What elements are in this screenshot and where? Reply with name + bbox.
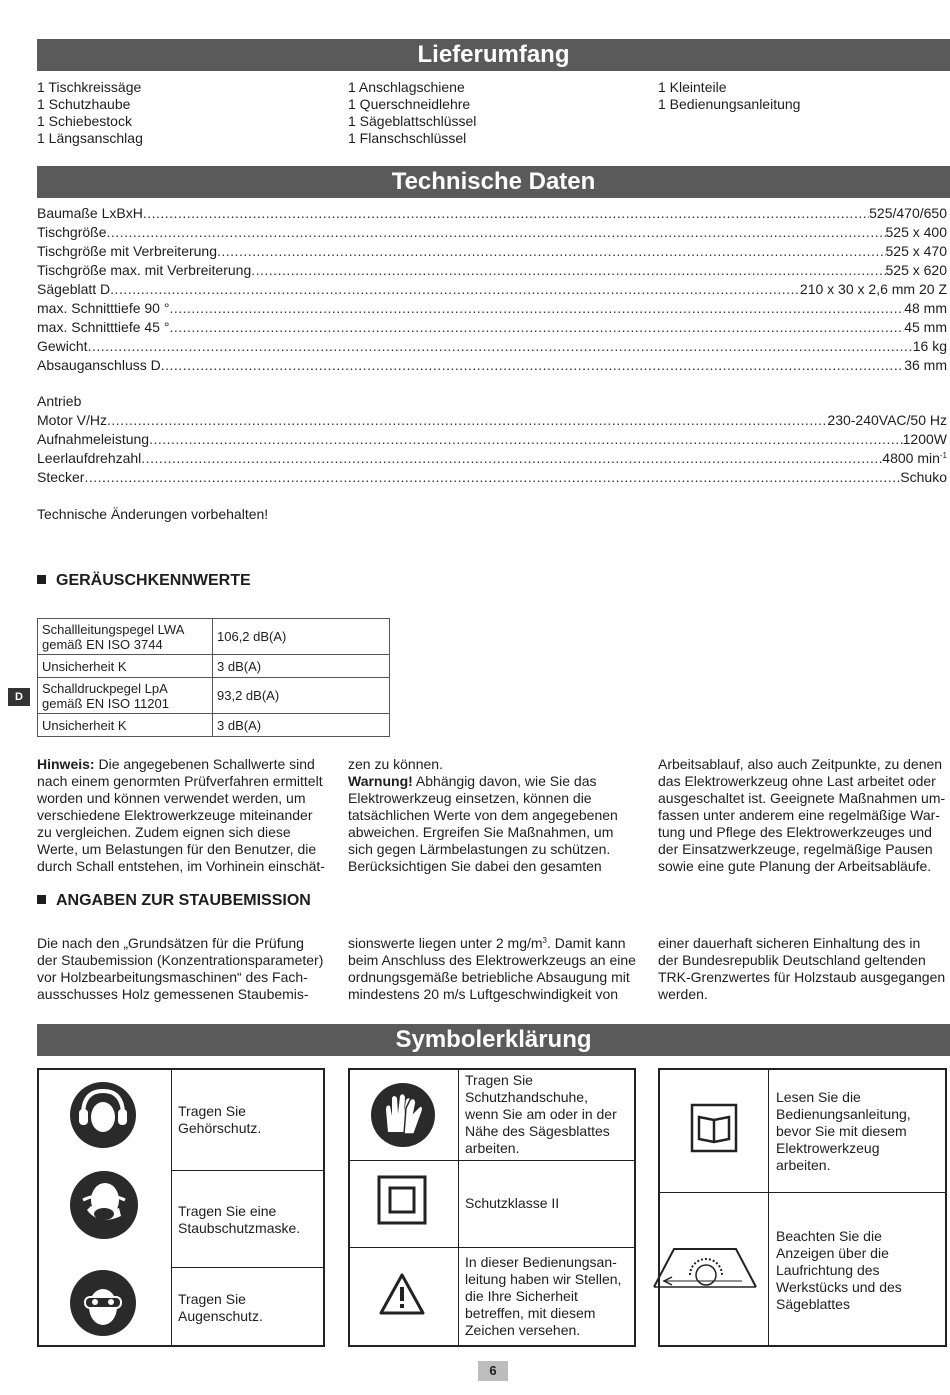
- lieferumfang-col-3: [658, 79, 948, 113]
- list-item: 1 Tischkreissäge: [37, 79, 142, 95]
- list-item: 1 Querschneidlehre: [348, 96, 471, 112]
- dust-mask-icon: [69, 1170, 139, 1240]
- warning-triangle-icon: [378, 1272, 426, 1316]
- table-row: [38, 714, 390, 737]
- spec-row: max. Schnitttiefe 45 ° ..... 45 mm: [37, 319, 947, 338]
- section-title-symbolerklaerung: Symbolerklärung: [37, 1024, 950, 1056]
- antrieb-label: Antrieb: [37, 393, 82, 409]
- list-item: 1 Sägeblattschlüssel: [348, 113, 477, 129]
- symbol-text-gloves: Tragen Sie Schutzhandschuhe, wenn Sie am oder in der Nähe des Sägesblattes arbeiten.: [465, 1072, 617, 1156]
- spec-row: Gewicht ..... 16 kg: [37, 338, 947, 357]
- hinweis-col-1: Hinweis: Die angegebenen Schallwerte sind nach einem genormten Prüfverfahren ermittelt worden und können verwendet werden, um verschiedene Elektrowerkzeuge miteinander zu vergleichen. Zudem eignen sich diese Werte, um Belastungen für den Benutzer, die durch Schall entstehen, im Vorhinein einschät-: [37, 756, 325, 874]
- protection-class-ii-icon: [377, 1175, 427, 1225]
- section-title-technische-daten: Technische Daten: [37, 166, 950, 198]
- heading-staubemission: ANGABEN ZUR STAUBEMISSION: [37, 892, 311, 909]
- symbol-text-manual: Lesen Sie die Bedienungsanleitung, bevor Sie mit diesem Elektrowerkzeug arbeiten.: [776, 1089, 911, 1173]
- spec-row: Tischgröße max. mit Verbreiterung ..... 525 x 620: [37, 262, 947, 281]
- read-manual-icon: [690, 1103, 738, 1153]
- table-cell: Unsicherheit K: [38, 714, 213, 737]
- section-title-lieferumfang: Lieferumfang: [37, 39, 950, 71]
- spec-row: max. Schnitttiefe 90 ° ..... 48 mm: [37, 300, 947, 319]
- language-tab: D: [8, 688, 30, 706]
- list-item: 1 Flanschschlüssel: [348, 130, 467, 146]
- symbol-text-ear: Tragen Sie Gehörschutz.: [178, 1103, 262, 1136]
- table-row: [38, 678, 390, 714]
- list-item: 1 Anschlagschiene: [348, 79, 465, 95]
- symbol-text-direction: Beachten Sie die Anzeigen über die Laufrichtung des Werkstücks und des Sägeblattes: [776, 1228, 902, 1312]
- symbol-text-mask: Tragen Sie eine Staubschutzmaske.: [178, 1203, 301, 1236]
- lieferumfang-col-2: [348, 79, 638, 147]
- eye-protection-icon: [69, 1269, 137, 1337]
- noise-table: [37, 618, 390, 737]
- symbol-text-warning: In dieser Bedienungsan- leitung haben wir Stellen, die Ihre Sicherheit betreffen, mit diesem Zeichen versehen.: [465, 1254, 622, 1338]
- spec-row: Tischgröße mit Verbreiterung ..... 525 x 470: [37, 243, 947, 262]
- spec-row: Motor V/Hz ..... 230-240VAC/50 Hz: [37, 412, 947, 431]
- table-cell: Schalldruckpegel LpA gemäß EN ISO 11201: [38, 678, 213, 714]
- spec-row: Leerlaufdrehzahl ..... 4800 $\min^{-1}$: [37, 450, 947, 469]
- spec-row: Tischgröße ..... 525 x 400: [37, 224, 947, 243]
- staub-col-3: einer dauerhaft sicheren Einhaltung des in der Bundesrepublik Deutschland geltenden TRK-Grenzwertes für Holzstaub ausgegangen werden.: [658, 935, 946, 1002]
- table-cell: Unsicherheit K: [38, 655, 213, 678]
- spec-row: Aufnahmeleistung ..... 1200W: [37, 431, 947, 450]
- table-cell: 3 dB(A): [213, 655, 390, 678]
- table-row: [38, 619, 390, 655]
- lieferumfang-col-1: [37, 79, 327, 147]
- spec-row: Stecker ..... Schuko: [37, 469, 947, 488]
- spec-row: Absauganschluss D ..... 36 mm: [37, 357, 947, 376]
- heading-geraeuschkennwerte: GERÄUSCHKENNWERTE: [37, 572, 251, 589]
- spec-row: Sägeblatt D ..... 210 x 30 x 2,6 mm 20 Z: [37, 281, 947, 300]
- list-item: 1 Längsanschlag: [37, 130, 143, 146]
- hinweis-col-2: zen zu können. Warnung! Abhängig davon, wie Sie das Elektrowerkzeug einsetzen, können die tatsächlichen Werte von dem angegebenen abweichen. Ergreifen Sie Maßnahmen, um sich gegen Lärmbelastungen zu schützen. Berücksichtigen Sie dabei den gesamten: [348, 756, 618, 874]
- list-item: 1 Schutzhaube: [37, 96, 131, 112]
- table-row: [38, 655, 390, 678]
- table-cell: 3 dB(A): [213, 714, 390, 737]
- staub-col-2: sionswerte liegen unter 2 $mg/m^3$. Damit kann beim Anschluss des Elektrowerkzeugs an eine ordnungsgemäße betriebliche Absaugung mit mindestens 20 m/s Luftgeschwindigkeit von: [348, 935, 636, 1002]
- list-item: 1 Schiebestock: [37, 113, 132, 129]
- symbol-text-eyes: Tragen Sie Augenschutz.: [178, 1291, 263, 1324]
- technical-changes-note: Technische Änderungen vorbehalten!: [37, 506, 269, 522]
- list-item: 1 Bedienungsanleitung: [658, 96, 801, 112]
- page-number: 6: [478, 1361, 508, 1381]
- symbol-text-class-ii: Schutzklasse II: [465, 1195, 560, 1211]
- list-item: 1 Kleinteile: [658, 79, 727, 95]
- spec-row: Baumaße LxBxH ..... 525/470/650: [37, 205, 947, 224]
- table-cell: Schallleitungspegel LWA gemäß EN ISO 3744: [38, 619, 213, 655]
- hinweis-col-3: Arbeitsablauf, also auch Zeitpunkte, zu denen das Elektrowerkzeug ohne Last arbeitet oder ausgeschaltet ist. Geeignete Maßnahmen um- fassen unter anderem eine regelmäßige War- tung und Pflege des Elektrowerkzeuges und der Einsatzwerkzeuge, regelmäßige Pausen sowie eine gute Planung der Arbeitsabläufe.: [658, 756, 946, 874]
- table-cell: 106,2 dB(A): [213, 619, 390, 655]
- saw-direction-icon: [650, 1243, 760, 1291]
- ear-protection-icon: [69, 1081, 137, 1149]
- gloves-icon: [370, 1082, 436, 1148]
- staub-col-1: Die nach den „Grundsätzen für die Prüfung der Staubemission (Konzentrationsparameter) vor Holzbearbeitungsmaschinen“ des Fach- ausschusses Holz gemessenen Staubemis-: [37, 935, 324, 1002]
- table-cell: 93,2 dB(A): [213, 678, 390, 714]
